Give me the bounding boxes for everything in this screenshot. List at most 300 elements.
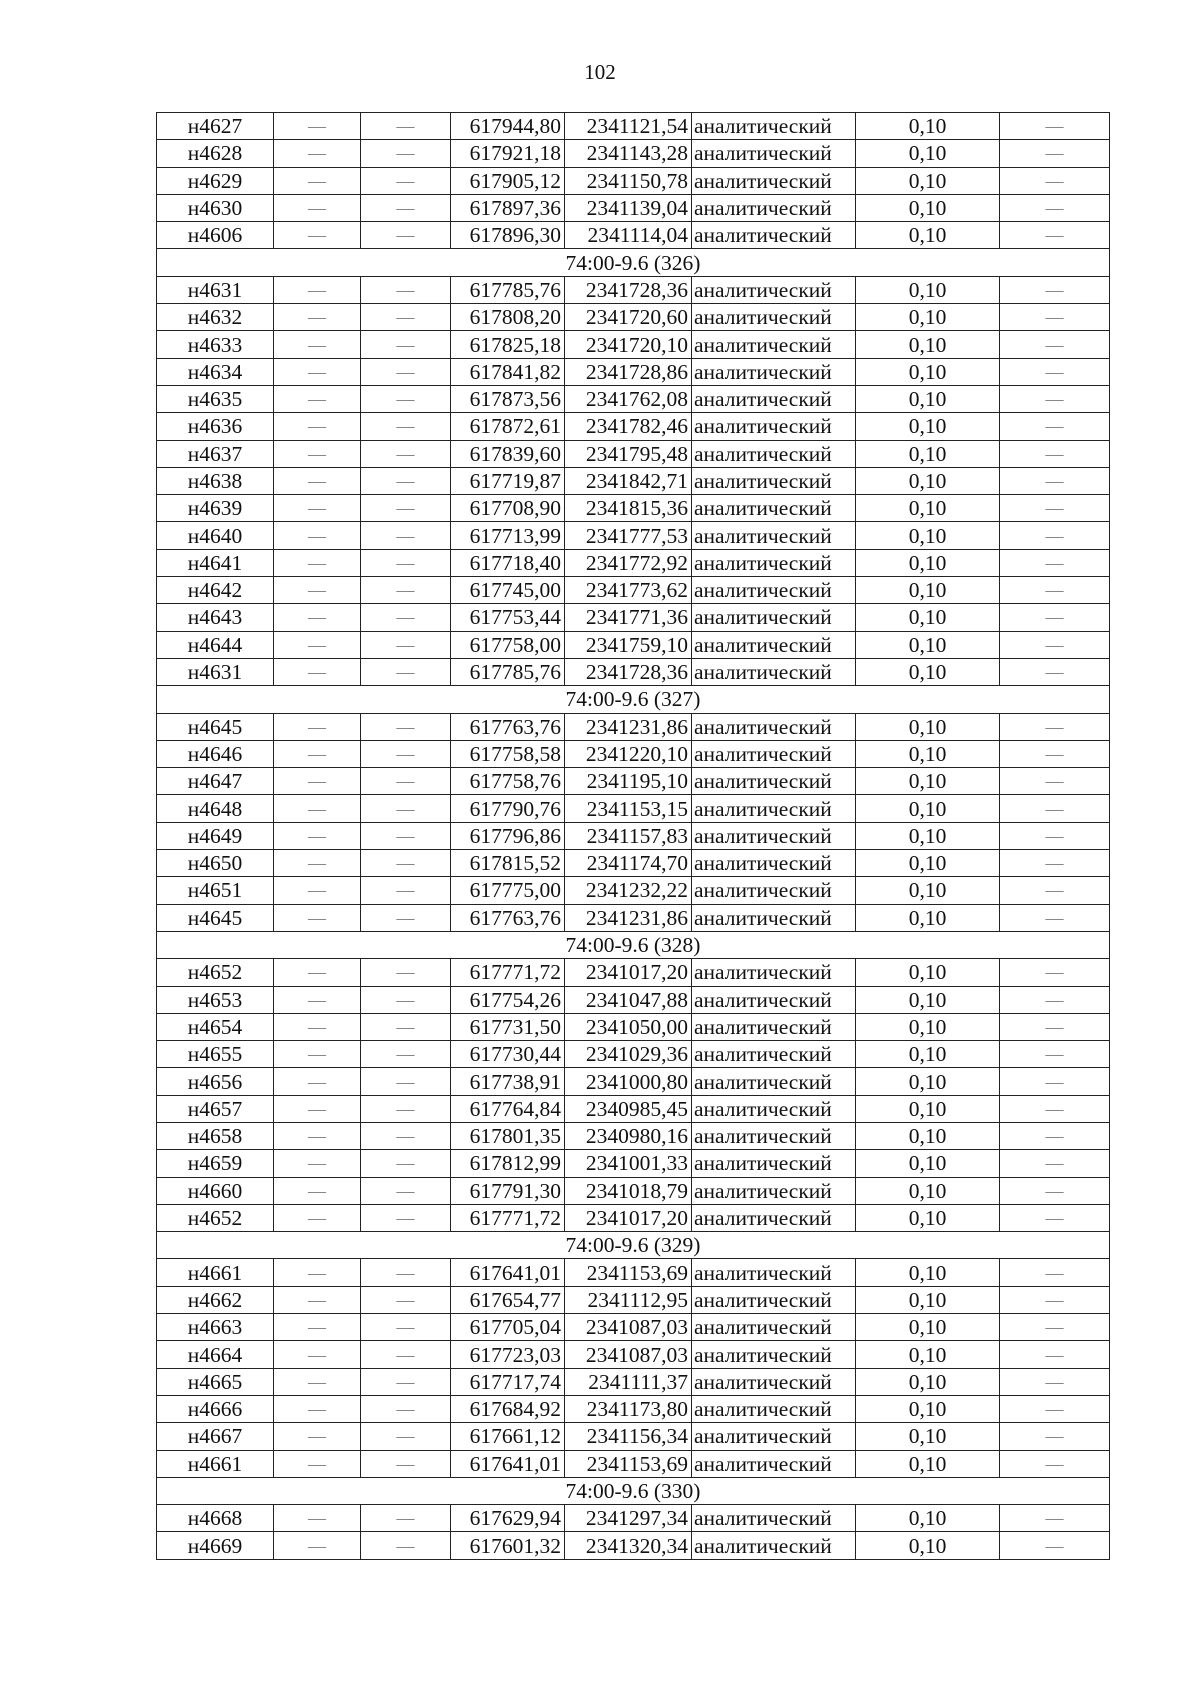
y-coordinate-cell: 2341759,10: [565, 631, 692, 658]
point-id-cell: н4629: [157, 167, 274, 194]
method-cell: аналитический: [692, 1122, 856, 1149]
table-row: [157, 276, 1110, 303]
x-coordinate-cell: 617763,76: [451, 713, 565, 740]
method-cell: аналитический: [692, 1532, 856, 1559]
point-id-cell: н4643: [157, 604, 274, 631]
old-x-cell: —: [274, 194, 361, 221]
y-coordinate-cell: 2341771,36: [565, 604, 692, 631]
old-x-cell: —: [274, 877, 361, 904]
method-cell: аналитический: [692, 1341, 856, 1368]
table-row: [157, 631, 1110, 658]
description-cell: —: [1000, 713, 1110, 740]
y-coordinate-cell: 2341777,53: [565, 522, 692, 549]
old-x-cell: —: [274, 1532, 361, 1559]
x-coordinate-cell: 617713,99: [451, 522, 565, 549]
y-coordinate-cell: 2341000,80: [565, 1068, 692, 1095]
accuracy-cell: 0,10: [856, 577, 1000, 604]
x-coordinate-cell: 617791,30: [451, 1177, 565, 1204]
description-cell: —: [1000, 795, 1110, 822]
x-coordinate-cell: 617808,20: [451, 304, 565, 331]
method-cell: аналитический: [692, 904, 856, 931]
old-x-cell: —: [274, 1368, 361, 1395]
description-cell: —: [1000, 1177, 1110, 1204]
old-y-cell: —: [361, 740, 451, 767]
point-id-cell: н4642: [157, 577, 274, 604]
description-cell: —: [1000, 1259, 1110, 1286]
old-x-cell: —: [274, 1150, 361, 1177]
point-id-cell: н4636: [157, 413, 274, 440]
old-y-cell: —: [361, 194, 451, 221]
point-id-cell: н4644: [157, 631, 274, 658]
table-body: [157, 113, 1110, 1560]
old-x-cell: —: [274, 331, 361, 358]
table-row: [157, 604, 1110, 631]
x-coordinate-cell: 617745,00: [451, 577, 565, 604]
description-cell: —: [1000, 467, 1110, 494]
description-cell: —: [1000, 1450, 1110, 1477]
old-y-cell: —: [361, 167, 451, 194]
accuracy-cell: 0,10: [856, 1532, 1000, 1559]
point-id-cell: н4655: [157, 1041, 274, 1068]
x-coordinate-cell: 617601,32: [451, 1532, 565, 1559]
accuracy-cell: 0,10: [856, 1286, 1000, 1313]
section-row: [157, 1232, 1110, 1259]
method-cell: аналитический: [692, 959, 856, 986]
y-coordinate-cell: 2341153,69: [565, 1259, 692, 1286]
method-cell: аналитический: [692, 877, 856, 904]
old-y-cell: —: [361, 1177, 451, 1204]
accuracy-cell: 0,10: [856, 276, 1000, 303]
point-id-cell: н4659: [157, 1150, 274, 1177]
method-cell: аналитический: [692, 1150, 856, 1177]
table-row: [157, 795, 1110, 822]
description-cell: —: [1000, 194, 1110, 221]
old-x-cell: —: [274, 495, 361, 522]
x-coordinate-cell: 617738,91: [451, 1068, 565, 1095]
method-cell: аналитический: [692, 577, 856, 604]
old-x-cell: —: [274, 1395, 361, 1422]
y-coordinate-cell: 2341143,28: [565, 140, 692, 167]
description-cell: —: [1000, 113, 1110, 140]
old-x-cell: —: [274, 467, 361, 494]
x-coordinate-cell: 617873,56: [451, 385, 565, 412]
y-coordinate-cell: 2341139,04: [565, 194, 692, 221]
table-row: [157, 1177, 1110, 1204]
accuracy-cell: 0,10: [856, 194, 1000, 221]
old-x-cell: —: [274, 713, 361, 740]
y-coordinate-cell: 2341017,20: [565, 959, 692, 986]
table-row: [157, 222, 1110, 249]
method-cell: аналитический: [692, 768, 856, 795]
x-coordinate-cell: 617753,44: [451, 604, 565, 631]
x-coordinate-cell: 617723,03: [451, 1341, 565, 1368]
old-y-cell: —: [361, 495, 451, 522]
old-y-cell: —: [361, 1095, 451, 1122]
x-coordinate-cell: 617812,99: [451, 1150, 565, 1177]
x-coordinate-cell: 617641,01: [451, 1259, 565, 1286]
method-cell: аналитический: [692, 986, 856, 1013]
description-cell: —: [1000, 1068, 1110, 1095]
point-id-cell: н4657: [157, 1095, 274, 1122]
old-y-cell: —: [361, 1505, 451, 1532]
old-x-cell: —: [274, 1505, 361, 1532]
table-row: [157, 1532, 1110, 1559]
accuracy-cell: 0,10: [856, 1341, 1000, 1368]
description-cell: —: [1000, 604, 1110, 631]
old-x-cell: —: [274, 631, 361, 658]
table-row: [157, 850, 1110, 877]
point-id-cell: н4651: [157, 877, 274, 904]
table-row: [157, 577, 1110, 604]
old-x-cell: —: [274, 1068, 361, 1095]
description-cell: —: [1000, 658, 1110, 685]
description-cell: —: [1000, 1041, 1110, 1068]
description-cell: —: [1000, 1204, 1110, 1231]
old-y-cell: —: [361, 1122, 451, 1149]
method-cell: аналитический: [692, 1395, 856, 1422]
description-cell: —: [1000, 522, 1110, 549]
y-coordinate-cell: 2341782,46: [565, 413, 692, 440]
method-cell: аналитический: [692, 1204, 856, 1231]
old-x-cell: —: [274, 1204, 361, 1231]
x-coordinate-cell: 617754,26: [451, 986, 565, 1013]
table-row: [157, 385, 1110, 412]
method-cell: аналитический: [692, 1095, 856, 1122]
y-coordinate-cell: 2341112,95: [565, 1286, 692, 1313]
x-coordinate-cell: 617764,84: [451, 1095, 565, 1122]
y-coordinate-cell: 2341232,22: [565, 877, 692, 904]
accuracy-cell: 0,10: [856, 604, 1000, 631]
method-cell: аналитический: [692, 1041, 856, 1068]
table-row: [157, 1505, 1110, 1532]
y-coordinate-cell: 2341762,08: [565, 385, 692, 412]
old-x-cell: —: [274, 604, 361, 631]
old-x-cell: —: [274, 549, 361, 576]
page-number: 102: [584, 60, 616, 84]
description-cell: —: [1000, 1013, 1110, 1040]
x-coordinate-cell: 617717,74: [451, 1368, 565, 1395]
y-coordinate-cell: 2341157,83: [565, 822, 692, 849]
x-coordinate-cell: 617758,76: [451, 768, 565, 795]
x-coordinate-cell: 617944,80: [451, 113, 565, 140]
accuracy-cell: 0,10: [856, 140, 1000, 167]
old-x-cell: —: [274, 276, 361, 303]
point-id-cell: н4662: [157, 1286, 274, 1313]
method-cell: аналитический: [692, 385, 856, 412]
accuracy-cell: 0,10: [856, 1204, 1000, 1231]
method-cell: аналитический: [692, 358, 856, 385]
point-id-cell: н4661: [157, 1450, 274, 1477]
table-row: [157, 194, 1110, 221]
method-cell: аналитический: [692, 276, 856, 303]
point-id-cell: н4646: [157, 740, 274, 767]
accuracy-cell: 0,10: [856, 222, 1000, 249]
accuracy-cell: 0,10: [856, 1013, 1000, 1040]
description-cell: —: [1000, 1368, 1110, 1395]
point-id-cell: н4637: [157, 440, 274, 467]
old-y-cell: —: [361, 549, 451, 576]
x-coordinate-cell: 617921,18: [451, 140, 565, 167]
old-y-cell: —: [361, 795, 451, 822]
section-label: 74:00-9.6 (330): [157, 1477, 1110, 1504]
table-row: [157, 1068, 1110, 1095]
point-id-cell: н4639: [157, 495, 274, 522]
description-cell: —: [1000, 413, 1110, 440]
accuracy-cell: 0,10: [856, 522, 1000, 549]
method-cell: аналитический: [692, 1286, 856, 1313]
old-y-cell: —: [361, 222, 451, 249]
point-id-cell: н4660: [157, 1177, 274, 1204]
method-cell: аналитический: [692, 1068, 856, 1095]
old-x-cell: —: [274, 577, 361, 604]
table-row: [157, 331, 1110, 358]
method-cell: аналитический: [692, 167, 856, 194]
table-row: [157, 1013, 1110, 1040]
method-cell: аналитический: [692, 1368, 856, 1395]
x-coordinate-cell: 617763,76: [451, 904, 565, 931]
old-x-cell: —: [274, 522, 361, 549]
y-coordinate-cell: 2341150,78: [565, 167, 692, 194]
old-y-cell: —: [361, 385, 451, 412]
method-cell: аналитический: [692, 1450, 856, 1477]
x-coordinate-cell: 617705,04: [451, 1314, 565, 1341]
method-cell: аналитический: [692, 740, 856, 767]
table-row: [157, 986, 1110, 1013]
description-cell: —: [1000, 276, 1110, 303]
description-cell: —: [1000, 877, 1110, 904]
description-cell: —: [1000, 1395, 1110, 1422]
y-coordinate-cell: 2341720,60: [565, 304, 692, 331]
old-x-cell: —: [274, 1286, 361, 1313]
method-cell: аналитический: [692, 850, 856, 877]
table-row: [157, 1204, 1110, 1231]
y-coordinate-cell: 2341017,20: [565, 1204, 692, 1231]
method-cell: аналитический: [692, 549, 856, 576]
old-y-cell: —: [361, 631, 451, 658]
table-row: [157, 822, 1110, 849]
old-y-cell: —: [361, 1423, 451, 1450]
section-label: 74:00-9.6 (329): [157, 1232, 1110, 1259]
y-coordinate-cell: 2341772,92: [565, 549, 692, 576]
table-row: [157, 522, 1110, 549]
y-coordinate-cell: 2341018,79: [565, 1177, 692, 1204]
y-coordinate-cell: 2341153,15: [565, 795, 692, 822]
x-coordinate-cell: 617775,00: [451, 877, 565, 904]
point-id-cell: н4658: [157, 1122, 274, 1149]
y-coordinate-cell: 2341114,04: [565, 222, 692, 249]
x-coordinate-cell: 617796,86: [451, 822, 565, 849]
table-row: [157, 495, 1110, 522]
y-coordinate-cell: 2341297,34: [565, 1505, 692, 1532]
old-x-cell: —: [274, 222, 361, 249]
section-label: 74:00-9.6 (326): [157, 249, 1110, 276]
x-coordinate-cell: 617771,72: [451, 959, 565, 986]
accuracy-cell: 0,10: [856, 904, 1000, 931]
old-x-cell: —: [274, 140, 361, 167]
point-id-cell: н4631: [157, 276, 274, 303]
method-cell: аналитический: [692, 1177, 856, 1204]
section-row: [157, 931, 1110, 958]
old-x-cell: —: [274, 385, 361, 412]
accuracy-cell: 0,10: [856, 768, 1000, 795]
accuracy-cell: 0,10: [856, 1314, 1000, 1341]
point-id-cell: н4627: [157, 113, 274, 140]
y-coordinate-cell: 2341047,88: [565, 986, 692, 1013]
old-y-cell: —: [361, 1204, 451, 1231]
x-coordinate-cell: 617719,87: [451, 467, 565, 494]
old-y-cell: —: [361, 658, 451, 685]
description-cell: —: [1000, 577, 1110, 604]
description-cell: —: [1000, 495, 1110, 522]
y-coordinate-cell: 2341720,10: [565, 331, 692, 358]
description-cell: —: [1000, 1532, 1110, 1559]
y-coordinate-cell: 2341050,00: [565, 1013, 692, 1040]
table-row: [157, 358, 1110, 385]
description-cell: —: [1000, 904, 1110, 931]
y-coordinate-cell: 2341842,71: [565, 467, 692, 494]
description-cell: —: [1000, 1341, 1110, 1368]
description-cell: —: [1000, 1122, 1110, 1149]
accuracy-cell: 0,10: [856, 440, 1000, 467]
old-x-cell: —: [274, 850, 361, 877]
old-y-cell: —: [361, 959, 451, 986]
old-y-cell: —: [361, 577, 451, 604]
x-coordinate-cell: 617815,52: [451, 850, 565, 877]
old-x-cell: —: [274, 1122, 361, 1149]
old-x-cell: —: [274, 1341, 361, 1368]
description-cell: —: [1000, 167, 1110, 194]
old-y-cell: —: [361, 1150, 451, 1177]
table-row: [157, 1314, 1110, 1341]
x-coordinate-cell: 617718,40: [451, 549, 565, 576]
description-cell: —: [1000, 1095, 1110, 1122]
method-cell: аналитический: [692, 495, 856, 522]
accuracy-cell: 0,10: [856, 1450, 1000, 1477]
point-id-cell: н4652: [157, 959, 274, 986]
y-coordinate-cell: 2341173,80: [565, 1395, 692, 1422]
table-row: [157, 113, 1110, 140]
old-x-cell: —: [274, 1013, 361, 1040]
description-cell: —: [1000, 822, 1110, 849]
accuracy-cell: 0,10: [856, 1177, 1000, 1204]
table-row: [157, 1286, 1110, 1313]
point-id-cell: н4606: [157, 222, 274, 249]
old-y-cell: —: [361, 440, 451, 467]
x-coordinate-cell: 617731,50: [451, 1013, 565, 1040]
old-x-cell: —: [274, 1259, 361, 1286]
y-coordinate-cell: 2341728,86: [565, 358, 692, 385]
description-cell: —: [1000, 850, 1110, 877]
table-row: [157, 1150, 1110, 1177]
old-y-cell: —: [361, 1068, 451, 1095]
old-x-cell: —: [274, 795, 361, 822]
point-id-cell: н4661: [157, 1259, 274, 1286]
point-id-cell: н4645: [157, 713, 274, 740]
x-coordinate-cell: 617801,35: [451, 1122, 565, 1149]
x-coordinate-cell: 617839,60: [451, 440, 565, 467]
old-y-cell: —: [361, 604, 451, 631]
description-cell: —: [1000, 1286, 1110, 1313]
old-y-cell: —: [361, 1368, 451, 1395]
method-cell: аналитический: [692, 113, 856, 140]
y-coordinate-cell: 2340985,45: [565, 1095, 692, 1122]
accuracy-cell: 0,10: [856, 1505, 1000, 1532]
method-cell: аналитический: [692, 194, 856, 221]
x-coordinate-cell: 617758,58: [451, 740, 565, 767]
description-cell: —: [1000, 986, 1110, 1013]
section-label: 74:00-9.6 (327): [157, 686, 1110, 713]
table-row: [157, 904, 1110, 931]
accuracy-cell: 0,10: [856, 1068, 1000, 1095]
point-id-cell: н4665: [157, 1368, 274, 1395]
point-id-cell: н4631: [157, 658, 274, 685]
x-coordinate-cell: 617758,00: [451, 631, 565, 658]
x-coordinate-cell: 617872,61: [451, 413, 565, 440]
old-x-cell: —: [274, 740, 361, 767]
point-id-cell: н4630: [157, 194, 274, 221]
y-coordinate-cell: 2341320,34: [565, 1532, 692, 1559]
old-y-cell: —: [361, 1532, 451, 1559]
method-cell: аналитический: [692, 1505, 856, 1532]
old-x-cell: —: [274, 113, 361, 140]
y-coordinate-cell: 2341815,36: [565, 495, 692, 522]
old-y-cell: —: [361, 850, 451, 877]
y-coordinate-cell: 2341087,03: [565, 1314, 692, 1341]
old-x-cell: —: [274, 413, 361, 440]
table-row: [157, 1122, 1110, 1149]
y-coordinate-cell: 2341156,34: [565, 1423, 692, 1450]
old-y-cell: —: [361, 1286, 451, 1313]
accuracy-cell: 0,10: [856, 331, 1000, 358]
old-y-cell: —: [361, 1314, 451, 1341]
accuracy-cell: 0,10: [856, 1259, 1000, 1286]
accuracy-cell: 0,10: [856, 959, 1000, 986]
accuracy-cell: 0,10: [856, 740, 1000, 767]
old-x-cell: —: [274, 304, 361, 331]
y-coordinate-cell: 2341728,36: [565, 658, 692, 685]
description-cell: —: [1000, 549, 1110, 576]
point-id-cell: н4647: [157, 768, 274, 795]
description-cell: —: [1000, 740, 1110, 767]
method-cell: аналитический: [692, 304, 856, 331]
point-id-cell: н4664: [157, 1341, 274, 1368]
description-cell: —: [1000, 1150, 1110, 1177]
old-y-cell: —: [361, 1395, 451, 1422]
table-row: [157, 877, 1110, 904]
old-x-cell: —: [274, 822, 361, 849]
y-coordinate-cell: 2341121,54: [565, 113, 692, 140]
old-y-cell: —: [361, 1450, 451, 1477]
section-row: [157, 1477, 1110, 1504]
point-id-cell: н4653: [157, 986, 274, 1013]
description-cell: —: [1000, 222, 1110, 249]
x-coordinate-cell: 617661,12: [451, 1423, 565, 1450]
method-cell: аналитический: [692, 140, 856, 167]
y-coordinate-cell: 2341195,10: [565, 768, 692, 795]
method-cell: аналитический: [692, 822, 856, 849]
old-y-cell: —: [361, 713, 451, 740]
y-coordinate-cell: 2341111,37: [565, 1368, 692, 1395]
point-id-cell: н4628: [157, 140, 274, 167]
table-row: [157, 959, 1110, 986]
accuracy-cell: 0,10: [856, 1095, 1000, 1122]
x-coordinate-cell: 617896,30: [451, 222, 565, 249]
accuracy-cell: 0,10: [856, 1122, 1000, 1149]
old-y-cell: —: [361, 1013, 451, 1040]
method-cell: аналитический: [692, 1259, 856, 1286]
old-y-cell: —: [361, 768, 451, 795]
table-row: [157, 658, 1110, 685]
